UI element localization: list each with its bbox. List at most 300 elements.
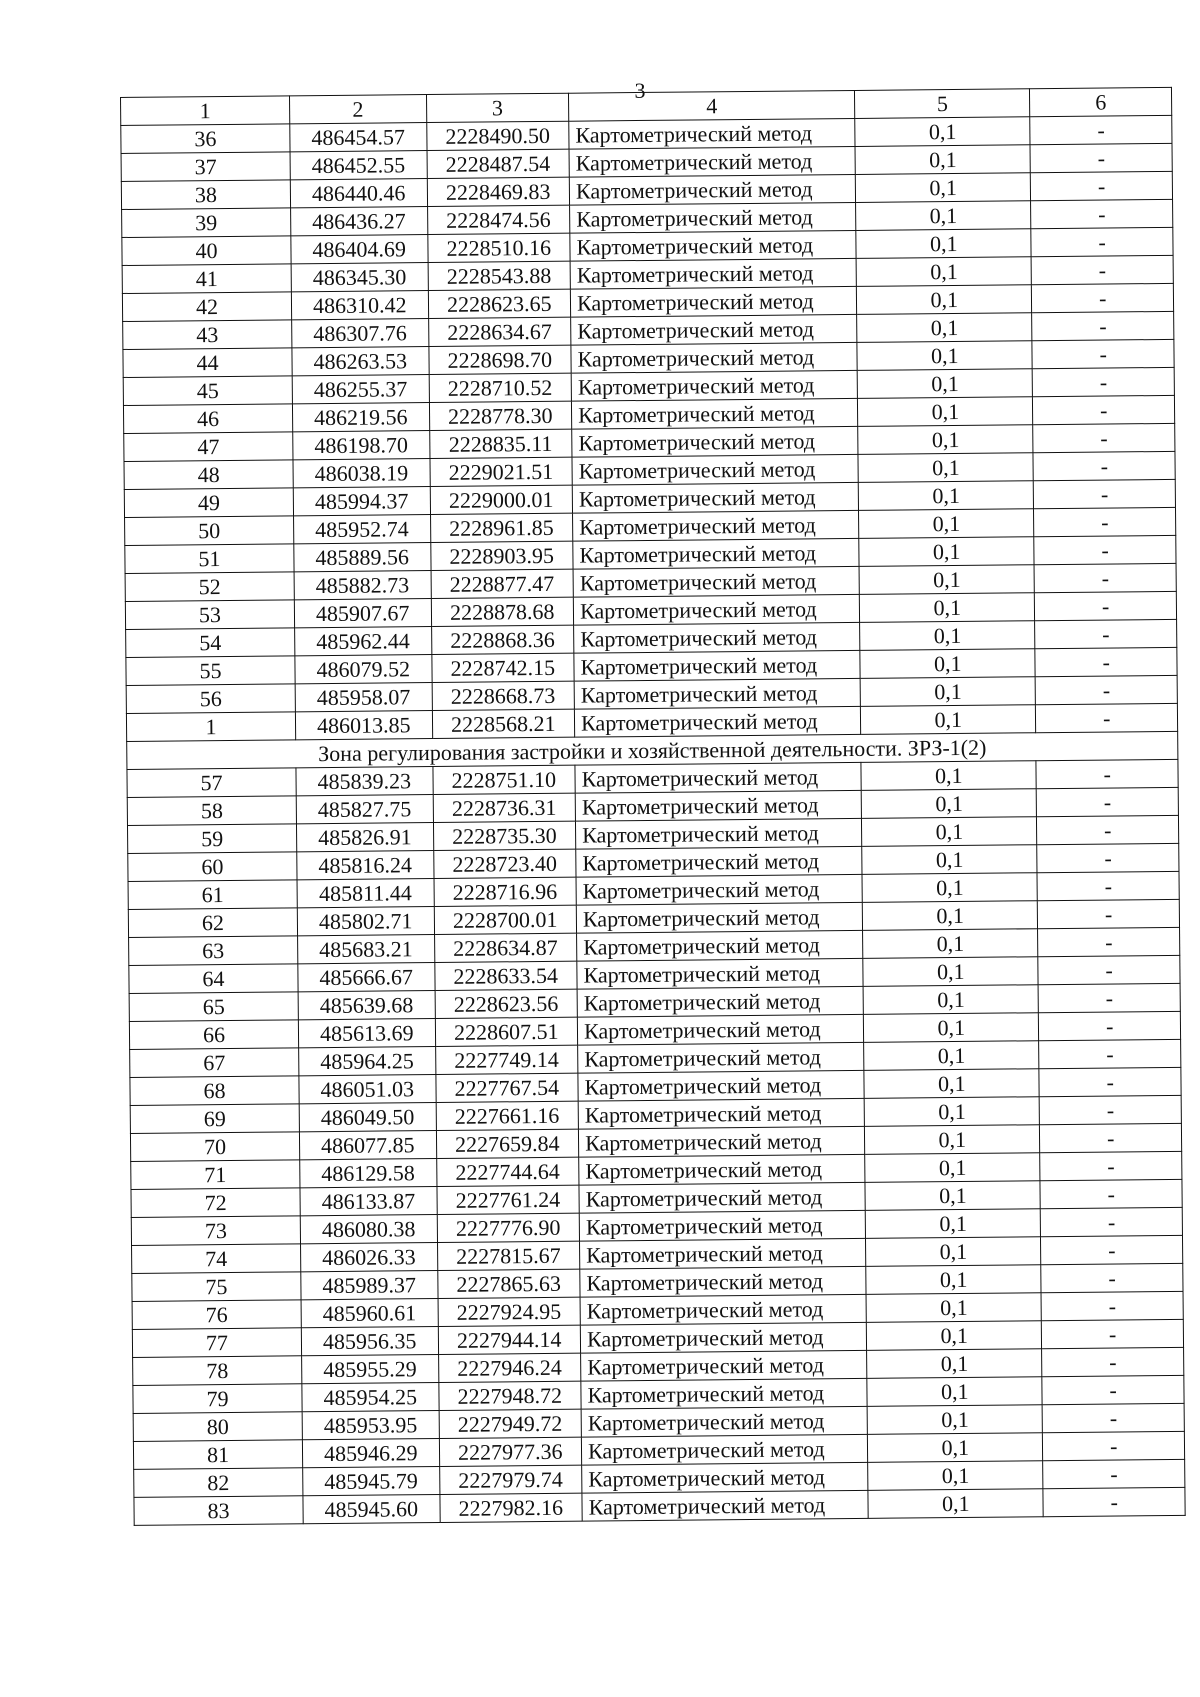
point-number-cell: 74: [132, 1244, 301, 1274]
note-cell: -: [1040, 1095, 1182, 1124]
point-number-cell: 77: [132, 1328, 301, 1358]
x-coordinate-cell: 486013.85: [295, 711, 432, 740]
y-coordinate-cell: 2228723.40: [433, 849, 576, 878]
method-cell: Картометрический метод: [574, 650, 860, 681]
point-number-cell: 66: [129, 1020, 298, 1050]
y-coordinate-cell: 2228835.11: [429, 429, 572, 458]
note-cell: -: [1037, 815, 1179, 844]
note-cell: -: [1042, 1347, 1184, 1376]
point-number-cell: 53: [125, 600, 294, 630]
point-number-cell: 64: [129, 964, 298, 994]
x-coordinate-cell: 485955.29: [302, 1355, 439, 1384]
note-cell: -: [1034, 535, 1176, 564]
method-cell: Картометрический метод: [575, 762, 861, 793]
accuracy-cell: 0,1: [857, 369, 1032, 399]
method-cell: Картометрический метод: [576, 874, 862, 905]
y-coordinate-cell: 2228698.70: [428, 345, 571, 374]
note-cell: -: [1035, 675, 1177, 704]
accuracy-cell: 0,1: [856, 229, 1031, 259]
y-coordinate-cell: 2228510.16: [427, 233, 570, 262]
y-coordinate-cell: 2228623.65: [428, 289, 571, 318]
note-cell: -: [1038, 899, 1180, 928]
header-cell-5: 5: [855, 89, 1030, 119]
point-number-cell: 54: [126, 628, 295, 658]
y-coordinate-cell: 2227948.72: [438, 1381, 581, 1410]
note-cell: -: [1036, 703, 1178, 732]
y-coordinate-cell: 2228487.54: [427, 149, 570, 178]
note-cell: -: [1031, 199, 1173, 228]
header-cell-3: 3: [426, 93, 569, 122]
note-cell: -: [1037, 787, 1179, 816]
method-cell: Картометрический метод: [569, 118, 855, 149]
method-cell: Картометрический метод: [571, 342, 857, 373]
accuracy-cell: 0,1: [861, 789, 1036, 819]
x-coordinate-cell: 486263.53: [292, 347, 429, 376]
accuracy-cell: 0,1: [856, 257, 1031, 287]
accuracy-cell: 0,1: [863, 985, 1038, 1015]
y-coordinate-cell: 2228903.95: [430, 541, 573, 570]
note-cell: -: [1041, 1263, 1183, 1292]
point-number-cell: 79: [133, 1384, 302, 1414]
x-coordinate-cell: 485958.07: [295, 683, 432, 712]
method-cell: Картометрический метод: [577, 958, 863, 989]
method-cell: Картометрический метод: [573, 538, 859, 569]
y-coordinate-cell: 2228751.10: [432, 765, 575, 794]
x-coordinate-cell: 486198.70: [293, 431, 430, 460]
point-number-cell: 83: [134, 1496, 303, 1526]
method-cell: Картометрический метод: [579, 1210, 865, 1241]
method-cell: Картометрический метод: [580, 1266, 866, 1297]
accuracy-cell: 0,1: [860, 677, 1035, 707]
note-cell: -: [1041, 1207, 1183, 1236]
point-number-cell: 43: [123, 320, 292, 350]
accuracy-cell: 0,1: [860, 621, 1035, 651]
note-cell: -: [1035, 647, 1177, 676]
accuracy-cell: 0,1: [868, 1461, 1043, 1491]
method-cell: Картометрический метод: [570, 202, 856, 233]
x-coordinate-cell: 486129.58: [300, 1159, 437, 1188]
x-coordinate-cell: 485954.25: [302, 1383, 439, 1412]
x-coordinate-cell: 485945.60: [303, 1494, 440, 1523]
note-cell: -: [1031, 171, 1173, 200]
note-cell: -: [1039, 1067, 1181, 1096]
header-cell-4: 4: [569, 90, 855, 121]
x-coordinate-cell: 485639.68: [298, 991, 435, 1020]
point-number-cell: 65: [129, 992, 298, 1022]
x-coordinate-cell: 485964.25: [299, 1047, 436, 1076]
note-cell: -: [1042, 1375, 1184, 1404]
accuracy-cell: 0,1: [863, 957, 1038, 987]
accuracy-cell: 0,1: [866, 1293, 1041, 1323]
method-cell: Картометрический метод: [580, 1294, 866, 1325]
note-cell: -: [1032, 283, 1174, 312]
point-number-cell: 56: [126, 684, 295, 714]
x-coordinate-cell: 486404.69: [291, 235, 428, 264]
accuracy-cell: 0,1: [865, 1153, 1040, 1183]
point-number-cell: 50: [125, 516, 294, 546]
y-coordinate-cell: 2227924.95: [438, 1297, 581, 1326]
method-cell: Картометрический метод: [582, 1462, 868, 1493]
method-cell: Картометрический метод: [581, 1378, 867, 1409]
method-cell: Картометрический метод: [572, 426, 858, 457]
x-coordinate-cell: 485962.44: [295, 627, 432, 656]
table-body-section-1: [121, 115, 1178, 741]
point-number-cell: 81: [133, 1440, 302, 1470]
point-number-cell: 42: [122, 292, 291, 322]
accuracy-cell: 0,1: [863, 929, 1038, 959]
method-cell: Картометрический метод: [576, 818, 862, 849]
note-cell: -: [1033, 423, 1175, 452]
accuracy-cell: 0,1: [856, 173, 1031, 203]
method-cell: Картометрический метод: [571, 314, 857, 345]
y-coordinate-cell: 2227767.54: [435, 1073, 578, 1102]
note-cell: -: [1040, 1179, 1182, 1208]
method-cell: Картометрический метод: [574, 622, 860, 653]
point-number-cell: 55: [126, 656, 295, 686]
y-coordinate-cell: 2228877.47: [431, 569, 574, 598]
method-cell: Картометрический метод: [577, 930, 863, 961]
point-number-cell: 39: [122, 208, 291, 238]
point-number-cell: 78: [133, 1356, 302, 1386]
method-cell: Картометрический метод: [577, 1014, 863, 1045]
accuracy-cell: 0,1: [859, 565, 1034, 595]
note-cell: -: [1034, 507, 1176, 536]
note-cell: -: [1032, 311, 1174, 340]
note-cell: -: [1038, 927, 1180, 956]
x-coordinate-cell: 486310.42: [291, 291, 428, 320]
zone-title: Зона регулирования застройки и хозяйственной деятельности. ЗРЗ-1(2): [127, 731, 1178, 769]
x-coordinate-cell: 486049.50: [299, 1103, 436, 1132]
point-number-cell: 62: [128, 908, 297, 938]
note-cell: -: [1043, 1431, 1185, 1460]
y-coordinate-cell: 2228568.21: [432, 709, 575, 738]
point-number-cell: 59: [127, 824, 296, 854]
x-coordinate-cell: 485811.44: [297, 879, 434, 908]
x-coordinate-cell: 486345.30: [291, 263, 428, 292]
x-coordinate-cell: 485953.95: [302, 1411, 439, 1440]
method-cell: Картометрический метод: [579, 1154, 865, 1185]
accuracy-cell: 0,1: [866, 1265, 1041, 1295]
note-cell: -: [1039, 1039, 1181, 1068]
y-coordinate-cell: 2228607.51: [435, 1017, 578, 1046]
method-cell: Картометрический метод: [573, 566, 859, 597]
point-number-cell: 36: [121, 124, 290, 154]
x-coordinate-cell: 486436.27: [291, 207, 428, 236]
method-cell: Картометрический метод: [578, 1126, 864, 1157]
y-coordinate-cell: 2227946.24: [438, 1353, 581, 1382]
point-number-cell: 52: [125, 572, 294, 602]
y-coordinate-cell: 2227749.14: [435, 1045, 578, 1074]
y-coordinate-cell: 2227815.67: [437, 1241, 580, 1270]
accuracy-cell: 0,1: [858, 397, 1033, 427]
method-cell: Картометрический метод: [578, 1070, 864, 1101]
y-coordinate-cell: 2228623.56: [435, 989, 578, 1018]
page-number: 3: [634, 78, 646, 103]
method-cell: Картометрический метод: [581, 1350, 867, 1381]
x-coordinate-cell: 486038.19: [293, 459, 430, 488]
y-coordinate-cell: 2227661.16: [436, 1101, 579, 1130]
accuracy-cell: 0,1: [862, 873, 1037, 903]
x-coordinate-cell: 486440.46: [290, 179, 427, 208]
y-coordinate-cell: 2228633.54: [434, 961, 577, 990]
accuracy-cell: 0,1: [864, 1097, 1039, 1127]
y-coordinate-cell: 2228716.96: [434, 877, 577, 906]
accuracy-cell: 0,1: [864, 1013, 1039, 1043]
note-cell: -: [1041, 1291, 1183, 1320]
point-number-cell: 38: [121, 180, 290, 210]
x-coordinate-cell: 486026.33: [301, 1243, 438, 1272]
x-coordinate-cell: 485956.35: [301, 1327, 438, 1356]
x-coordinate-cell: 485960.61: [301, 1299, 438, 1328]
accuracy-cell: 0,1: [868, 1433, 1043, 1463]
note-cell: -: [1035, 591, 1177, 620]
note-cell: -: [1038, 983, 1180, 1012]
point-number-cell: 80: [133, 1412, 302, 1442]
x-coordinate-cell: 485945.79: [303, 1466, 440, 1495]
method-cell: Картометрический метод: [572, 454, 858, 485]
x-coordinate-cell: 486080.38: [300, 1215, 437, 1244]
note-cell: -: [1032, 339, 1174, 368]
accuracy-cell: 0,1: [864, 1041, 1039, 1071]
method-cell: Картометрический метод: [570, 230, 856, 261]
point-number-cell: 1: [126, 712, 295, 742]
accuracy-cell: 0,1: [860, 593, 1035, 623]
accuracy-cell: 0,1: [865, 1181, 1040, 1211]
accuracy-cell: 0,1: [867, 1377, 1042, 1407]
note-cell: -: [1040, 1123, 1182, 1152]
y-coordinate-cell: 2228668.73: [432, 681, 575, 710]
note-cell: -: [1031, 255, 1173, 284]
y-coordinate-cell: 2228778.30: [429, 401, 572, 430]
note-cell: -: [1033, 367, 1175, 396]
method-cell: Картометрический метод: [580, 1238, 866, 1269]
y-coordinate-cell: 2227944.14: [438, 1325, 581, 1354]
y-coordinate-cell: 2229021.51: [429, 457, 572, 486]
y-coordinate-cell: 2227982.16: [439, 1493, 582, 1522]
method-cell: Картометрический метод: [580, 1322, 866, 1353]
method-cell: Картометрический метод: [569, 174, 855, 205]
y-coordinate-cell: 2228490.50: [426, 121, 569, 150]
note-cell: -: [1042, 1403, 1184, 1432]
note-cell: -: [1033, 451, 1175, 480]
accuracy-cell: 0,1: [856, 201, 1031, 231]
x-coordinate-cell: 485826.91: [297, 823, 434, 852]
point-number-cell: 82: [134, 1468, 303, 1498]
accuracy-cell: 0,1: [865, 1125, 1040, 1155]
point-number-cell: 67: [130, 1048, 299, 1078]
y-coordinate-cell: 2227659.84: [436, 1129, 579, 1158]
note-cell: -: [1041, 1235, 1183, 1264]
method-cell: Картометрический метод: [571, 370, 857, 401]
accuracy-cell: 0,1: [858, 453, 1033, 483]
y-coordinate-cell: 2227979.74: [439, 1465, 582, 1494]
accuracy-cell: 0,1: [861, 705, 1036, 735]
method-cell: Картометрический метод: [582, 1490, 868, 1521]
note-cell: -: [1043, 1459, 1185, 1488]
accuracy-cell: 0,1: [855, 145, 1030, 175]
x-coordinate-cell: 486051.03: [299, 1075, 436, 1104]
point-number-cell: 48: [124, 460, 293, 490]
method-cell: Картометрический метод: [574, 706, 860, 737]
y-coordinate-cell: 2227776.90: [437, 1213, 580, 1242]
method-cell: Картометрический метод: [576, 846, 862, 877]
accuracy-cell: 0,1: [859, 509, 1034, 539]
point-number-cell: 69: [130, 1104, 299, 1134]
y-coordinate-cell: 2227865.63: [437, 1269, 580, 1298]
note-cell: -: [1033, 395, 1175, 424]
note-cell: -: [1030, 115, 1172, 144]
y-coordinate-cell: 2228742.15: [431, 653, 574, 682]
method-cell: Картометрический метод: [581, 1434, 867, 1465]
note-cell: -: [1034, 479, 1176, 508]
method-cell: Картометрический метод: [575, 790, 861, 821]
point-number-cell: 63: [129, 936, 298, 966]
note-cell: -: [1036, 759, 1178, 788]
y-coordinate-cell: 2228469.83: [427, 177, 570, 206]
accuracy-cell: 0,1: [862, 901, 1037, 931]
accuracy-cell: 0,1: [862, 845, 1037, 875]
x-coordinate-cell: 486452.55: [290, 151, 427, 180]
point-number-cell: 44: [123, 348, 292, 378]
point-number-cell: 51: [125, 544, 294, 574]
x-coordinate-cell: 485802.71: [297, 907, 434, 936]
x-coordinate-cell: 485882.73: [294, 571, 431, 600]
x-coordinate-cell: 485827.75: [296, 795, 433, 824]
point-number-cell: 45: [123, 376, 292, 406]
x-coordinate-cell: 486079.52: [295, 655, 432, 684]
note-cell: -: [1040, 1151, 1182, 1180]
point-number-cell: 71: [131, 1160, 300, 1190]
x-coordinate-cell: 485839.23: [296, 767, 433, 796]
x-coordinate-cell: 486077.85: [299, 1131, 436, 1160]
coordinates-table: [120, 87, 1186, 1526]
x-coordinate-cell: 485889.56: [294, 543, 431, 572]
x-coordinate-cell: 485816.24: [297, 851, 434, 880]
x-coordinate-cell: 486255.37: [292, 375, 429, 404]
point-number-cell: 58: [127, 796, 296, 826]
point-number-cell: 40: [122, 236, 291, 266]
x-coordinate-cell: 486219.56: [293, 403, 430, 432]
method-cell: Картометрический метод: [573, 510, 859, 541]
accuracy-cell: 0,1: [866, 1237, 1041, 1267]
point-number-cell: 68: [130, 1076, 299, 1106]
accuracy-cell: 0,1: [867, 1349, 1042, 1379]
note-cell: -: [1039, 1011, 1181, 1040]
x-coordinate-cell: 485989.37: [301, 1271, 438, 1300]
y-coordinate-cell: 2228700.01: [434, 905, 577, 934]
y-coordinate-cell: 2228634.67: [428, 317, 571, 346]
note-cell: -: [1030, 143, 1172, 172]
note-cell: -: [1038, 955, 1180, 984]
x-coordinate-cell: 485952.74: [294, 515, 431, 544]
method-cell: Картометрический метод: [581, 1406, 867, 1437]
y-coordinate-cell: 2228736.31: [433, 793, 576, 822]
x-coordinate-cell: 485613.69: [298, 1019, 435, 1048]
point-number-cell: 61: [128, 880, 297, 910]
point-number-cell: 72: [131, 1188, 300, 1218]
note-cell: -: [1042, 1319, 1184, 1348]
method-cell: Картометрический метод: [576, 902, 862, 933]
point-number-cell: 46: [123, 404, 292, 434]
note-cell: -: [1035, 619, 1177, 648]
header-cell-6: 6: [1030, 87, 1172, 116]
note-cell: -: [1037, 871, 1179, 900]
method-cell: Картометрический метод: [570, 286, 856, 317]
x-coordinate-cell: 486454.57: [290, 123, 427, 152]
x-coordinate-cell: 485907.67: [294, 599, 431, 628]
note-cell: -: [1037, 843, 1179, 872]
y-coordinate-cell: 2228543.88: [428, 261, 571, 290]
y-coordinate-cell: 2228868.36: [431, 625, 574, 654]
method-cell: Картометрический метод: [573, 594, 859, 625]
x-coordinate-cell: 485994.37: [293, 487, 430, 516]
accuracy-cell: 0,1: [857, 313, 1032, 343]
point-number-cell: 76: [132, 1300, 301, 1330]
point-number-cell: 57: [127, 768, 296, 798]
accuracy-cell: 0,1: [861, 761, 1036, 791]
accuracy-cell: 0,1: [857, 341, 1032, 371]
method-cell: Картометрический метод: [577, 986, 863, 1017]
y-coordinate-cell: 2228710.52: [429, 373, 572, 402]
accuracy-cell: 0,1: [857, 285, 1032, 315]
y-coordinate-cell: 2228735.30: [433, 821, 576, 850]
point-number-cell: 49: [124, 488, 293, 518]
point-number-cell: 47: [124, 432, 293, 462]
accuracy-cell: 0,1: [864, 1069, 1039, 1099]
accuracy-cell: 0,1: [862, 817, 1037, 847]
x-coordinate-cell: 486133.87: [300, 1187, 437, 1216]
method-cell: Картометрический метод: [572, 398, 858, 429]
y-coordinate-cell: 2227949.72: [439, 1409, 582, 1438]
accuracy-cell: 0,1: [858, 425, 1033, 455]
note-cell: -: [1031, 227, 1173, 256]
y-coordinate-cell: 2228878.68: [431, 597, 574, 626]
x-coordinate-cell: 486307.76: [292, 319, 429, 348]
point-number-cell: 37: [121, 152, 290, 182]
accuracy-cell: 0,1: [867, 1405, 1042, 1435]
method-cell: Картометрический метод: [574, 678, 860, 709]
method-cell: Картометрический метод: [572, 482, 858, 513]
y-coordinate-cell: 2227977.36: [439, 1437, 582, 1466]
y-coordinate-cell: 2228634.87: [434, 933, 577, 962]
accuracy-cell: 0,1: [855, 117, 1030, 147]
accuracy-cell: 0,1: [858, 481, 1033, 511]
point-number-cell: 75: [132, 1272, 301, 1302]
accuracy-cell: 0,1: [865, 1209, 1040, 1239]
method-cell: Картометрический метод: [578, 1098, 864, 1129]
method-cell: Картометрический метод: [569, 146, 855, 177]
method-cell: Картометрический метод: [578, 1042, 864, 1073]
point-number-cell: 70: [130, 1132, 299, 1162]
note-cell: -: [1043, 1487, 1185, 1516]
y-coordinate-cell: 2227744.64: [436, 1157, 579, 1186]
accuracy-cell: 0,1: [868, 1489, 1043, 1519]
y-coordinate-cell: 2227761.24: [436, 1185, 579, 1214]
method-cell: Картометрический метод: [570, 258, 856, 289]
y-coordinate-cell: 2228961.85: [430, 513, 573, 542]
method-cell: Картометрический метод: [579, 1182, 865, 1213]
header-cell-2: 2: [290, 95, 427, 124]
x-coordinate-cell: 485683.21: [298, 935, 435, 964]
x-coordinate-cell: 485946.29: [302, 1439, 439, 1468]
accuracy-cell: 0,1: [867, 1321, 1042, 1351]
point-number-cell: 73: [131, 1216, 300, 1246]
y-coordinate-cell: 2228474.56: [427, 205, 570, 234]
point-number-cell: 60: [128, 852, 297, 882]
accuracy-cell: 0,1: [860, 649, 1035, 679]
x-coordinate-cell: 485666.67: [298, 963, 435, 992]
header-cell-1: 1: [121, 96, 290, 126]
